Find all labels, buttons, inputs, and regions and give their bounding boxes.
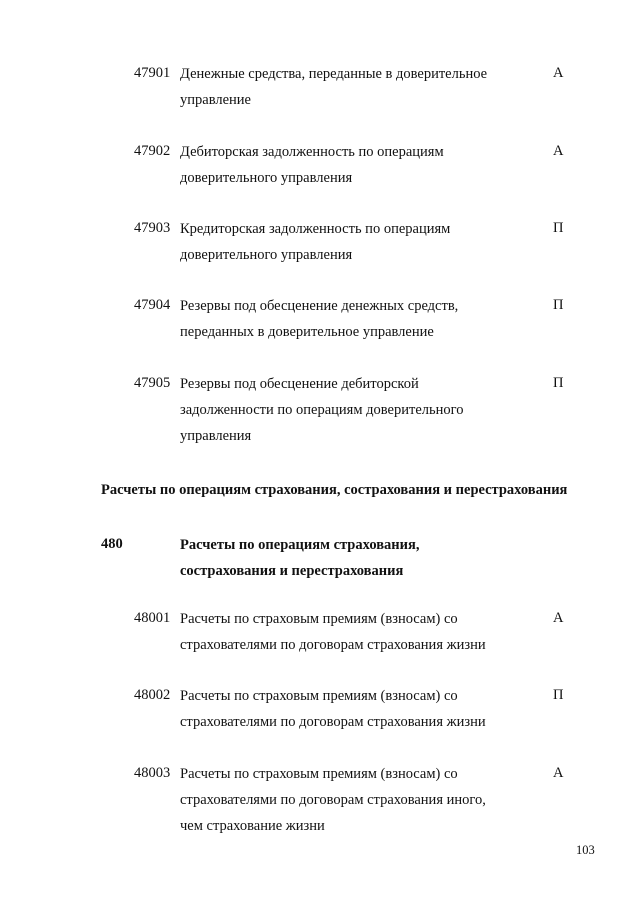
account-name-line: страхователями по договорам страхования жизни	[180, 637, 486, 653]
account-name-line: управление	[180, 92, 251, 108]
account-code: 47904	[134, 297, 171, 313]
account-code: 48002	[134, 687, 171, 703]
account-code: 48003	[134, 765, 171, 781]
group-name	[180, 532, 540, 584]
account-name	[180, 139, 540, 191]
account-name-line: Дебиторская задолженность по операциям	[180, 144, 444, 160]
account-name-line: доверительного управления	[180, 247, 353, 263]
account-name	[180, 293, 540, 345]
account-name-line: Денежные средства, переданные в доверительное	[180, 66, 488, 82]
account-name-line: управления	[180, 428, 252, 444]
account-name-line: чем страхование жизни	[180, 818, 325, 834]
account-type: А	[553, 765, 564, 781]
account-code: 47901	[134, 65, 171, 81]
account-name	[180, 61, 540, 113]
account-code: 48001	[134, 610, 171, 626]
account-name	[180, 216, 540, 268]
account-name-line: страхователями по договорам страхования жизни	[180, 714, 486, 730]
account-type: А	[553, 610, 564, 626]
account-name-line: Расчеты по страховым премиям (взносам) со	[180, 611, 458, 627]
account-name	[180, 683, 540, 735]
account-type: А	[553, 65, 564, 81]
account-code: 47902	[134, 143, 171, 159]
account-name-line: Резервы под обесценение дебиторской	[180, 376, 419, 392]
section-heading: Расчеты по операциям страхования, сострахования и перестрахования	[101, 482, 568, 498]
account-name	[180, 606, 540, 658]
account-name-line: задолженности по операциям доверительного	[180, 402, 464, 418]
account-type: П	[553, 220, 564, 236]
account-name-line: Расчеты по страховым премиям (взносам) со	[180, 766, 458, 782]
account-name	[180, 761, 540, 839]
account-type: П	[553, 297, 564, 313]
account-type: А	[553, 143, 564, 159]
account-name-line: Расчеты по страховым премиям (взносам) со	[180, 688, 458, 704]
group-name-line: сострахования и перестрахования	[180, 563, 404, 579]
account-name	[180, 371, 540, 449]
account-code: 47903	[134, 220, 171, 236]
account-type: П	[553, 687, 564, 703]
account-name-line: Кредиторская задолженность по операциям	[180, 221, 451, 237]
group-code: 480	[101, 536, 123, 552]
page-number: 103	[576, 843, 595, 857]
account-name-line: доверительного управления	[180, 170, 353, 186]
group-name-line: Расчеты по операциям страхования,	[180, 537, 420, 553]
account-name-line: переданных в доверительное управление	[180, 324, 434, 340]
account-name-line: Резервы под обесценение денежных средств,	[180, 298, 459, 314]
account-name-line: страхователями по договорам страхования иного,	[180, 792, 486, 808]
account-type: П	[553, 375, 564, 391]
account-code: 47905	[134, 375, 171, 391]
